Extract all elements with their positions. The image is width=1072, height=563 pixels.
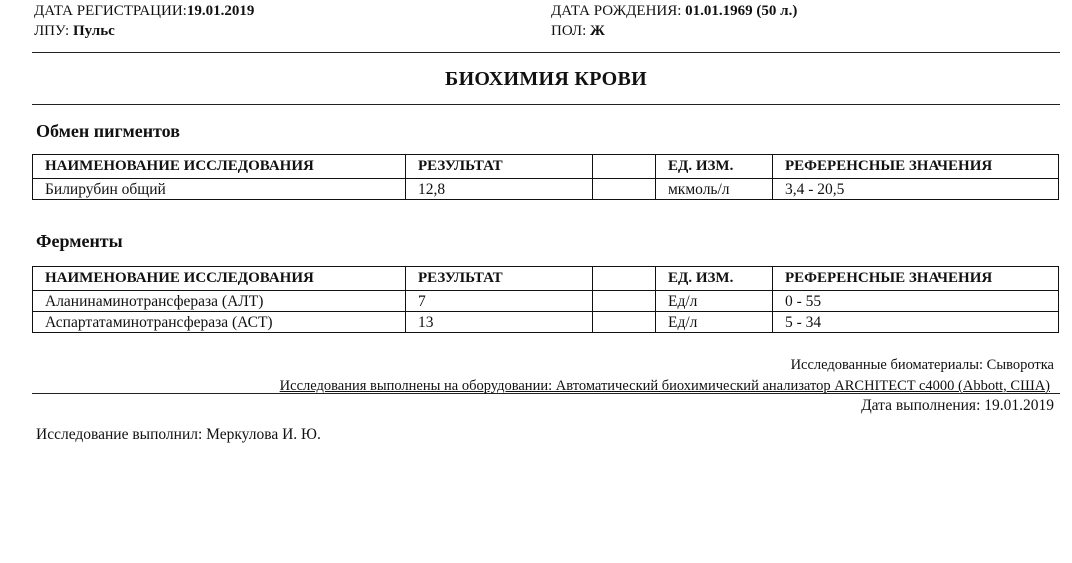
col-header-flag (593, 155, 656, 179)
col-header-test: НАИМЕНОВАНИЕ ИССЛЕДОВАНИЯ (33, 155, 406, 179)
cell-test: Аланинаминотрансфераза (АЛТ) (33, 291, 406, 312)
cell-result: 12,8 (406, 179, 593, 200)
cell-unit: Ед/л (656, 312, 773, 333)
results-table-pigments (32, 154, 1059, 200)
page-title: БИОХИМИЯ КРОВИ (445, 68, 647, 90)
col-header-test: НАИМЕНОВАНИЕ ИССЛЕДОВАНИЯ (33, 267, 406, 291)
table-row (33, 179, 1059, 200)
registration-date-label: ДАТА РЕГИСТРАЦИИ: (34, 3, 187, 19)
equipment-note: Исследования выполнены на оборудовании: Автоматический биохимический анализатор ARCHITECT c4000 (Abbott, США) (279, 378, 1050, 394)
cell-flag (593, 312, 656, 333)
birth-date-value: 01.01.1969 (50 л.) (685, 3, 798, 19)
sex-label: ПОЛ: (551, 23, 587, 39)
table-header-row (33, 155, 1059, 179)
cell-reference: 0 - 55 (773, 291, 1059, 312)
table-row (33, 312, 1059, 333)
biomaterials-note: Исследованные биоматериалы: Сыворотка (790, 357, 1054, 373)
execution-date: Дата выполнения: 19.01.2019 (861, 397, 1054, 414)
results-table-enzymes (32, 266, 1059, 333)
col-header-unit: ЕД. ИЗМ. (656, 267, 773, 291)
cell-flag (593, 291, 656, 312)
sex-value: Ж (590, 23, 605, 39)
cell-flag (593, 179, 656, 200)
col-header-flag (593, 267, 656, 291)
lpu-value: Пульс (72, 23, 115, 39)
sex (551, 22, 605, 40)
cell-reference: 3,4 - 20,5 (773, 179, 1059, 200)
col-header-reference: РЕФЕРЕНСНЫЕ ЗНАЧЕНИЯ (773, 155, 1059, 179)
col-header-result: РЕЗУЛЬТАТ (406, 267, 593, 291)
divider-title (32, 104, 1060, 105)
col-header-reference: РЕФЕРЕНСНЫЕ ЗНАЧЕНИЯ (773, 267, 1059, 291)
registration-date (34, 2, 254, 20)
cell-unit: мкмоль/л (656, 179, 773, 200)
col-header-result: РЕЗУЛЬТАТ (406, 155, 593, 179)
table-header-row (33, 267, 1059, 291)
table-row (33, 291, 1059, 312)
lpu-label: ЛПУ: (34, 23, 70, 39)
cell-test: Аспартатаминотрансфераза (АСТ) (33, 312, 406, 333)
divider-footer (32, 393, 1060, 394)
divider-top (32, 52, 1060, 53)
col-header-unit: ЕД. ИЗМ. (656, 155, 773, 179)
cell-test: Билирубин общий (33, 179, 406, 200)
registration-date-value: 19.01.2019 (186, 3, 255, 19)
birth-date (551, 2, 797, 20)
birth-date-label: ДАТА РОЖДЕНИЯ: (551, 3, 682, 19)
section-title-enzymes: Ферменты (36, 231, 123, 251)
section-title-pigments: Обмен пигментов (36, 121, 180, 141)
cell-reference: 5 - 34 (773, 312, 1059, 333)
cell-result: 13 (406, 312, 593, 333)
cell-unit: Ед/л (656, 291, 773, 312)
cell-result: 7 (406, 291, 593, 312)
lpu (34, 22, 115, 40)
performer: Исследование выполнил: Меркулова И. Ю. (36, 426, 321, 443)
